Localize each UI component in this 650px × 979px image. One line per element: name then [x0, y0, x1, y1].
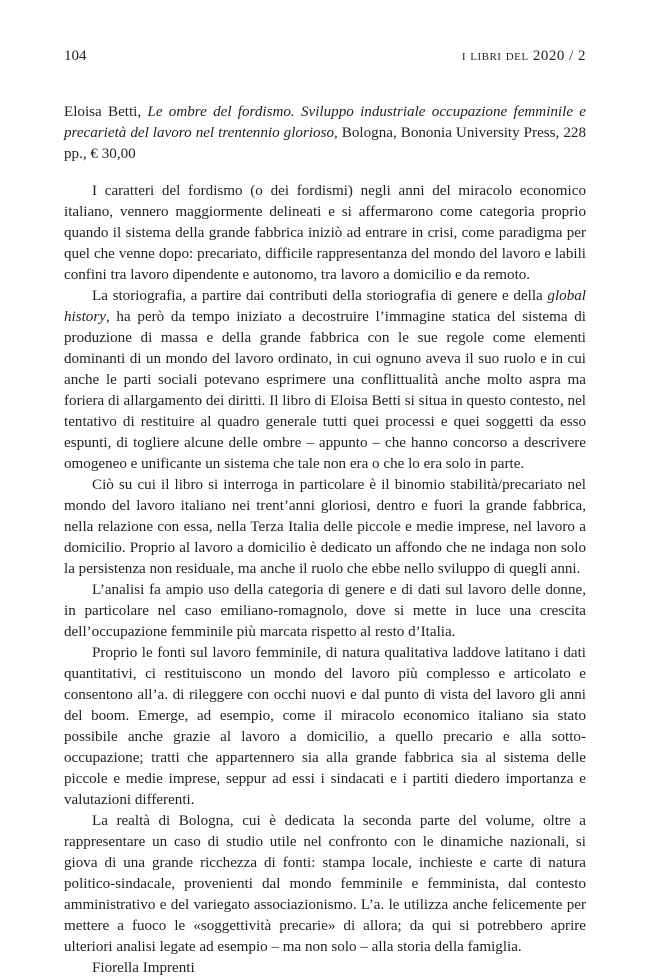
citation-publication: , Bologna, Bononia University Press, 228 pp., € 30,00	[64, 125, 586, 162]
paragraph-2-end: , ha però da tempo iniziato a decostruire l’immagine statica del sistema di produzione di massa e della grande fabbrica con le sue regole come elementi dominanti di un mondo del lavoro ordinato, in cui ognuno aveva il suo ruolo e in cui anche le parti sociali potevano esprimere una conflittualità anche molto aspra ma foriera di allargamento dei diritti. Il libro di Eloisa Betti si situa in questo contesto, nel tentativo di restituire al quadro generale tutti quei processi e quei soggetti da esso espunti, di togliere alcune delle ombre – appunto – che hanno concorso a descrivere omogeneo e unificante un sistema che tale non era o che lo era solo in parte.	[64, 309, 586, 472]
review-page	[64, 48, 586, 979]
paragraph-1: I caratteri del fordismo (o dei fordismi) negli anni del miracolo economico italiano, vennero maggiormente delineati e si affermarono come categoria proprio quando il sistema della grande fabbrica iniziò ad entrare in crisi, come paradigma per quel che venne dopo: precariato, difficile rappresentanza del mondo del lavoro e labili confini tra lavoro dipendente e autonomo, tra lavoro a domicilio e da remoto.	[64, 183, 586, 283]
citation-author: Eloisa Betti,	[64, 104, 142, 120]
page-header	[64, 48, 586, 70]
reviewer-signature: Fiorella Imprenti	[92, 960, 195, 976]
paragraph-2	[64, 286, 586, 475]
citation-title: Le ombre del fordismo. Sviluppo industriale occupazione femminile e precarietà del lavoro nel trentennio glorioso	[64, 104, 586, 141]
review-body	[64, 181, 586, 979]
paragraph-2-start: La storiografia, a partire dai contributi della storiografia di genere e della	[92, 288, 548, 304]
paragraph-3: Ciò su cui il libro si interroga in particolare è il binomio stabilità/precariato nel mondo del lavoro italiano nei trent’anni gloriosi, dentro e fuori la grande fabbrica, nella relazione con essa, nella Terza Italia delle piccole e medie imprese, nel lavoro a domicilio. Proprio al lavoro a domicilio è dedicato un affondo che ne indaga non solo la persistenza non residuale, ma anche il ruolo che ebbe nello sviluppo di quegli anni.	[64, 477, 586, 577]
book-citation	[64, 102, 586, 165]
paragraph-4: L’analisi fa ampio uso della categoria di genere e di dati sul lavoro delle donne, in particolare nel caso emiliano-romagnolo, dove si mette in luce una crescita dell’occupazione femminile più marcata rispetto al resto d’Italia.	[64, 582, 586, 640]
paragraph-5: Proprio le fonti sul lavoro femminile, di natura qualitativa laddove latitano i dati quantitativi, ci restituiscono un mondo del lavoro più complesso e articolato e consentono all’a. di rileggere con occhi nuovi e dal punto di vista del lavoro gli anni del boom. Emerge, ad esempio, come il miracolo economico italiano sia stato possibile anche grazie al lavoro a domicilio, a quello precario e alla sotto-occupazione; tratti che appartennero sia alla grande fabbrica sia al sistema delle piccole e medie imprese, seppur ad essi i sindacati e i partiti diedero importanza e valutazioni differenti.	[64, 645, 586, 808]
running-title: i libri del 2020 / 2	[461, 48, 586, 64]
page-number: 104	[64, 48, 87, 64]
paragraph-6: La realtà di Bologna, cui è dedicata la seconda parte del volume, oltre a rappresentare un caso di studio utile nel confronto con le dinamiche nazionali, si giova di una grande ricchezza di fonti: stampa locale, inchieste e carte di natura politico-sindacale, provenienti dal mondo femminile e femminista, dal contesto amministrativo e del variegato associazionismo. L’a. le utilizza anche felicemente per mettere a fuoco le «soggettività precarie» di allora; da qui si potrebbero aprire ulteriori analisi legate ad esempio – ma non solo – alla storia della famiglia.	[64, 813, 586, 955]
paragraph-2-italic-term: global history	[64, 288, 586, 325]
